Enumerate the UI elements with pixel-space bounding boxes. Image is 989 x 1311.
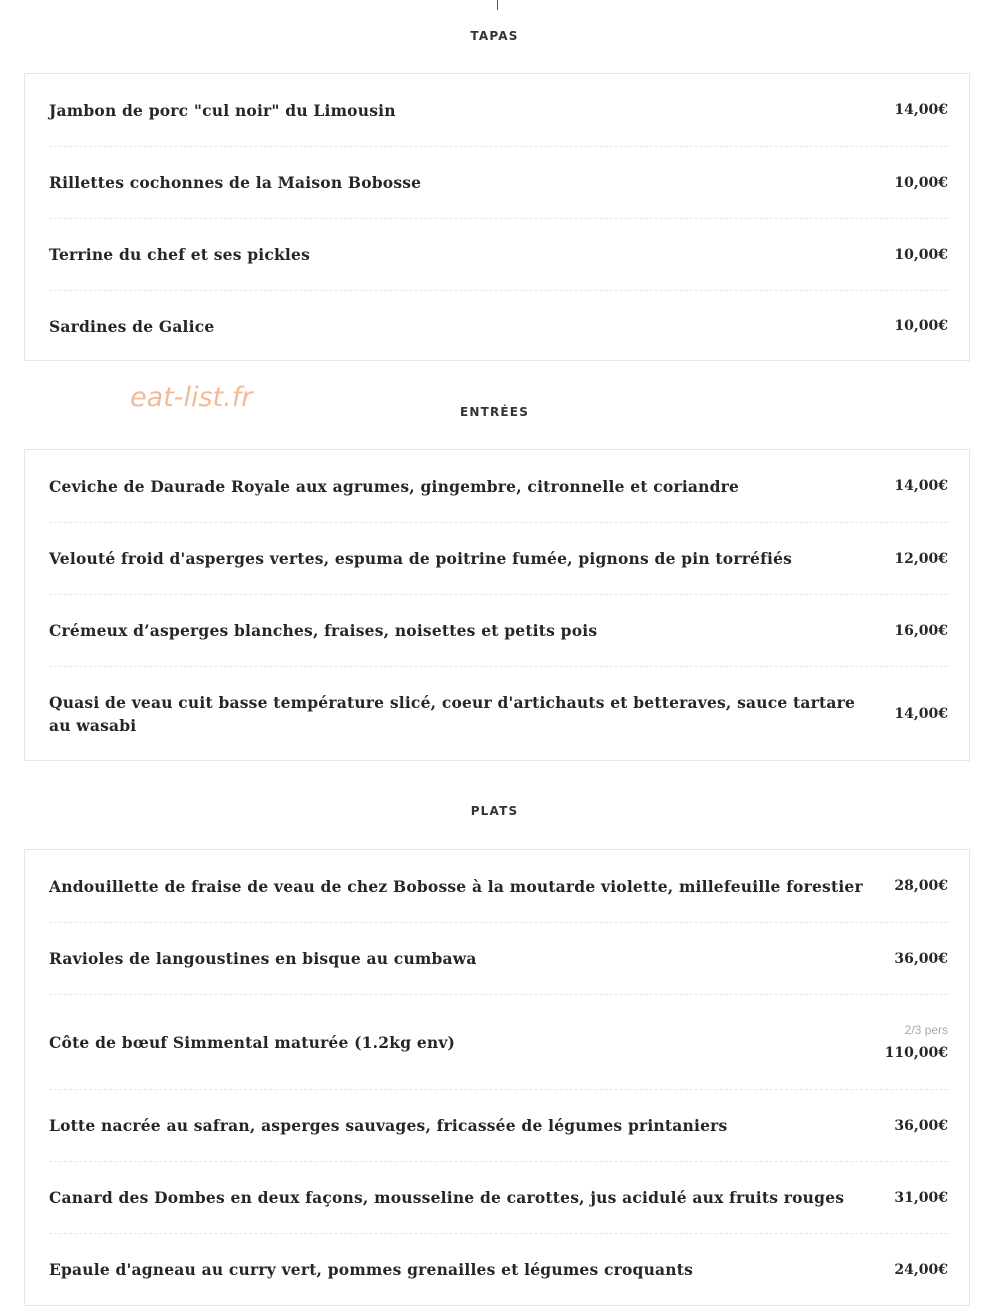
menu-item <box>49 290 948 361</box>
menu-card-entrees <box>24 449 970 761</box>
item-price: 10,00€ <box>894 174 948 191</box>
menu-item <box>49 450 948 522</box>
item-price: 14,00€ <box>894 478 948 494</box>
watermark: eat-list.fr <box>130 382 253 413</box>
menu-item <box>49 1161 948 1233</box>
item-price: 14,00€ <box>894 705 948 722</box>
price-note: 2/3 pers <box>904 1023 948 1037</box>
item-name: Crémeux d’asperges blanches, fraises, noisettes et petits pois <box>49 621 598 640</box>
section-title-tapas: TAPAS <box>470 29 519 43</box>
item-name: Rillettes cochonnes de la Maison Bobosse <box>49 173 422 192</box>
item-name: Canard des Dombes en deux façons, mousseline de carottes, jus acidulé aux fruits rouges <box>49 1188 845 1207</box>
item-price: 24,00€ <box>894 1261 948 1278</box>
menu-item <box>49 218 948 290</box>
item-price: 10,00€ <box>894 246 948 263</box>
menu-item <box>49 1233 948 1305</box>
price-box <box>885 1023 948 1061</box>
item-name: Lotte nacrée au safran, asperges sauvages, fricassée de légumes printaniers <box>49 1116 728 1135</box>
item-name: Epaule d'agneau au curry vert, pommes grenailles et légumes croquants <box>49 1260 694 1279</box>
item-name: Côte de bœuf Simmental maturée (1.2kg env) <box>49 1032 456 1052</box>
menu-card-plats <box>24 849 970 1306</box>
item-price: 36,00€ <box>894 1117 948 1134</box>
item-price: 36,00€ <box>894 950 948 967</box>
item-name: Sardines de Galice <box>49 316 215 336</box>
item-name: Terrine du chef et ses pickles <box>49 245 311 264</box>
item-name: Ravioles de langoustines en bisque au cumbawa <box>49 949 477 968</box>
item-price: 14,00€ <box>894 102 948 118</box>
menu-item <box>49 594 948 666</box>
item-name: Ceviche de Daurade Royale aux agrumes, gingembre, citronnelle et coriandre <box>49 476 740 496</box>
item-price: 16,00€ <box>894 622 948 639</box>
item-price: 31,00€ <box>894 1189 948 1206</box>
menu-item <box>49 922 948 994</box>
top-divider-line <box>497 0 498 10</box>
menu-card-tapas <box>24 73 970 361</box>
item-price: 10,00€ <box>894 318 948 334</box>
menu-item <box>49 1089 948 1161</box>
item-price: 110,00€ <box>884 1045 948 1061</box>
item-price: 28,00€ <box>894 878 948 894</box>
item-name: Andouillette de fraise de veau de chez Bobosse à la moutarde violette, millefeuille forestier <box>49 876 863 896</box>
menu-item <box>49 146 948 218</box>
item-name: Jambon de porc "cul noir" du Limousin <box>49 100 396 120</box>
menu-item <box>49 666 948 760</box>
item-name: Velouté froid d'asperges vertes, espuma de poitrine fumée, pignons de pin torréfiés <box>49 549 793 568</box>
section-title-plats: PLATS <box>470 804 519 818</box>
menu-item <box>49 994 948 1089</box>
menu-item <box>49 74 948 146</box>
item-price: 12,00€ <box>894 550 948 567</box>
menu-item <box>49 850 948 922</box>
section-title-entrees: ENTRÉES <box>459 405 530 419</box>
menu-item <box>49 522 948 594</box>
item-name: Quasi de veau cuit basse température slicé, coeur d'artichauts et betteraves, sauce tartare au wasabi <box>49 692 856 735</box>
